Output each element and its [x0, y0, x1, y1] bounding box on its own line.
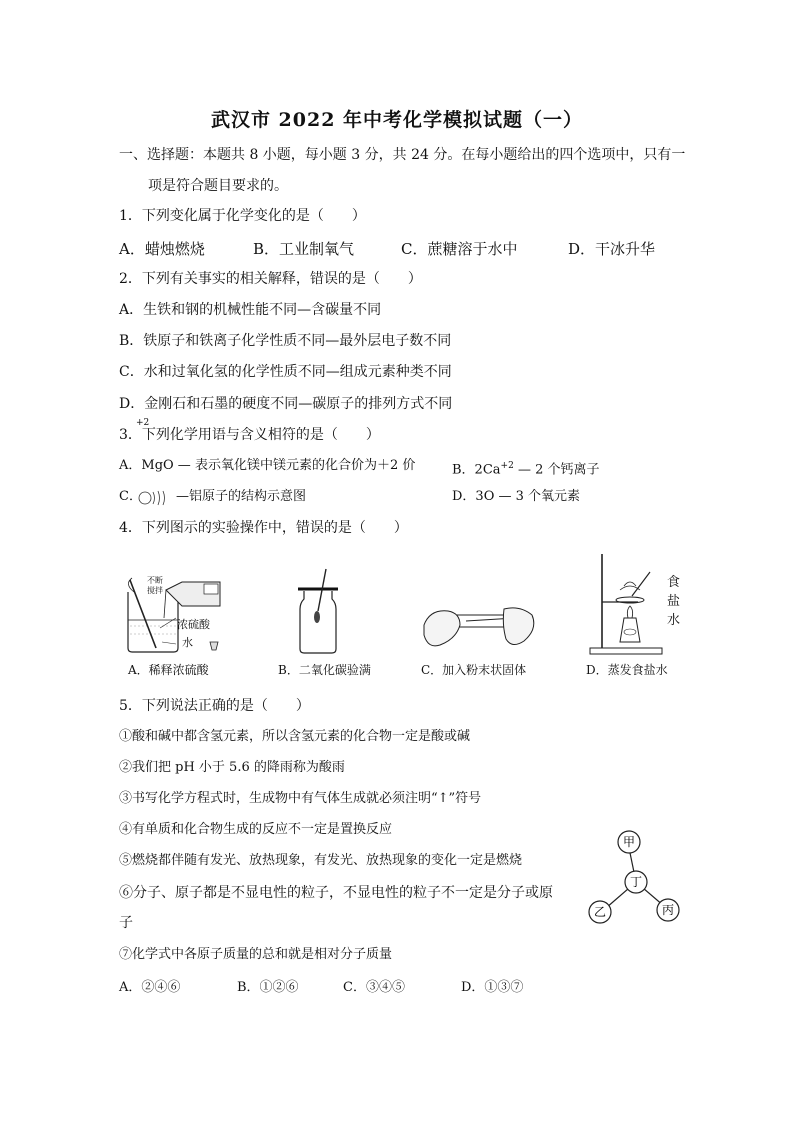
q2-option-d: D．金刚石和石墨的硬度不同—碳原子的排列方式不同: [119, 396, 453, 412]
fig-d-label-2: 盐: [667, 594, 681, 609]
node-jia-label: 甲: [622, 835, 636, 849]
q3-option-b: [452, 457, 599, 479]
node-ding-label: 丁: [629, 875, 643, 889]
q5-option-b: B．①②⑥: [237, 980, 299, 995]
fig-a-label-water: 水: [182, 636, 193, 649]
q3-option-a: A．MgO — 表示氧化镁中镁元素的化合价为＋2 价: [119, 458, 416, 473]
fig-a-label-acid: 浓硫酸: [177, 618, 210, 631]
q3-option-b-sup: +2: [500, 461, 514, 471]
q2-option-a: A．生铁和钢的机械性能不同—含碳量不同: [119, 302, 382, 318]
q2-stem: 2．下列有关事实的相关解释，错误的是（ ）: [119, 271, 422, 287]
q4-caption-a: A．稀释浓硫酸: [128, 663, 209, 677]
co2-test-figure: [288, 565, 348, 657]
q4-caption-d: D．蒸发食盐水: [586, 663, 668, 677]
q2-option-b: B．铁原子和铁离子化学性质不同—最外层电子数不同: [119, 333, 452, 349]
q5-item-6: ⑥分子、原子都是不显电性的粒子，不显电性的粒子不一定是分子或原: [119, 885, 553, 901]
page-title: 武汉市 2022 年中考化学模拟试题（一）: [210, 109, 584, 131]
section-instruction-line2: 项是符合题目要求的。: [148, 178, 288, 194]
q1-option-b: B．工业制氧气: [253, 240, 355, 258]
q3-stem: 3．下列化学用语与含义相符的是（ ）: [119, 427, 380, 443]
q1-stem: 1．下列变化属于化学变化的是（ ）: [119, 208, 366, 224]
fig-a-label-stir1: 不断: [147, 576, 163, 585]
q3-option-b-formula: B．2Ca: [452, 462, 501, 478]
q4-caption-c: C．加入粉末状固体: [421, 663, 527, 677]
fig-a-label-stir2: 搅拌: [147, 586, 163, 595]
q4-caption-b: B．二氧化碳验满: [278, 663, 371, 677]
relation-diagram: [584, 822, 688, 926]
evaporate-brine-figure: [588, 552, 668, 658]
q5-option-a: A．②④⑥: [119, 980, 181, 995]
q1-option-c: C．蔗糖溶于水中: [401, 240, 518, 258]
q5-item-1: ①酸和碱中都含氢元素，所以含氢元素的化合物一定是酸或碱: [119, 729, 471, 744]
q5-item-7: ⑦化学式中各原子质量的总和就是相对分子质量: [119, 947, 393, 962]
q5-option-c: C．③④⑤: [343, 980, 405, 995]
q3-option-c-label: C．: [119, 489, 142, 504]
q3-option-c-text: —铝原子的结构示意图: [176, 489, 307, 504]
q5-item-2: ②我们把 pH 小于 5.6 的降雨称为酸雨: [119, 760, 345, 775]
q3-valence-mark: +2: [136, 418, 150, 428]
q1-option-a: A．蜡烛燃烧: [119, 240, 205, 258]
node-yi-label: 乙: [593, 905, 607, 919]
q5-item-5: ⑤燃烧都伴随有发光、放热现象，有发光、放热现象的变化一定是燃烧: [119, 853, 523, 868]
q1-option-d: D．干冰升华: [568, 240, 656, 258]
q5-item-6-cont: 子: [119, 915, 133, 931]
q4-stem: 4．下列图示的实验操作中，错误的是（ ）: [119, 520, 408, 536]
node-bing-label: 丙: [661, 903, 675, 917]
q5-item-4: ④有单质和化合物生成的反应不一定是置换反应: [119, 822, 393, 837]
fig-d-label-3: 水: [667, 613, 681, 628]
q3-option-b-meaning: — 2 个钙离子: [513, 462, 600, 478]
dilute-acid-figure: [120, 570, 230, 655]
atom-structure-icon: [137, 488, 173, 508]
q5-item-3: ③书写化学方程式时，生成物中有气体生成就必须注明“↑”符号: [119, 791, 482, 806]
q2-option-c: C．水和过氧化氢的化学性质不同—组成元素种类不同: [119, 364, 452, 380]
section-instruction-line1: 一、选择题：本题共 8 小题，每小题 3 分，共 24 分。在每小题给出的四个选项中，只有一: [119, 147, 686, 163]
q3-option-d: D．3O — 3 个氧元素: [452, 489, 581, 504]
add-powder-figure: [420, 595, 540, 657]
q5-stem: 5．下列说法正确的是（ ）: [119, 698, 310, 714]
fig-d-label-1: 食: [667, 575, 681, 590]
q5-option-d: D．①③⑦: [461, 980, 524, 995]
